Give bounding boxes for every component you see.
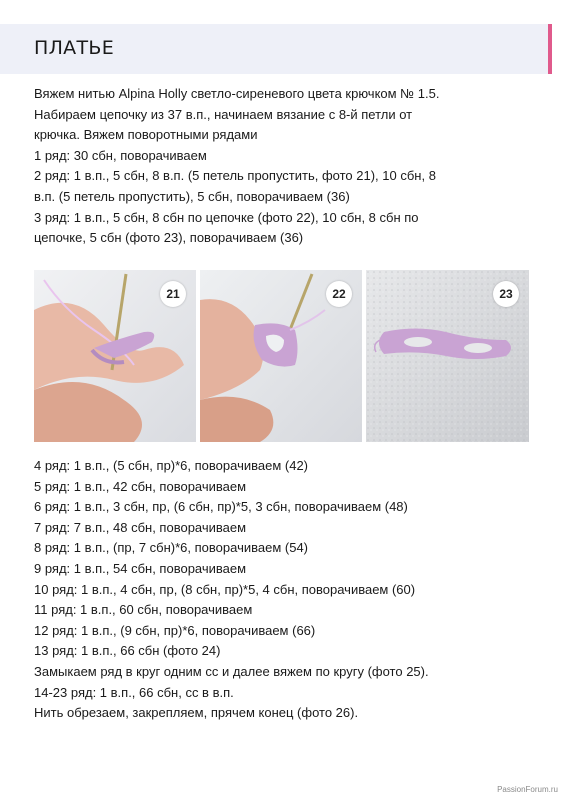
text-line: 11 ряд: 1 в.п., 60 сбн, поворачиваем bbox=[34, 602, 253, 618]
text-line: Нить обрезаем, закрепляем, прячем конец (фото 26). bbox=[34, 705, 359, 721]
photo-number-badge: 21 bbox=[160, 281, 186, 307]
text-line: 1 ряд: 30 сбн, поворачиваем bbox=[34, 147, 207, 163]
photo-22 bbox=[200, 270, 362, 442]
text-line: Набираем цепочку из 37 в.п., начинаем вязание с 8-й петли от bbox=[34, 106, 413, 122]
text-line: Вяжем нитью Alpina Holly светло-сиреневого цвета крючком № 1.5. bbox=[34, 86, 440, 101]
text-line: 5 ряд: 1 в.п., 42 сбн, поворачиваем bbox=[34, 478, 247, 494]
text-line: цепочке, 5 сбн (фото 23), поворачиваем (36) bbox=[34, 230, 304, 246]
text-line: 7 ряд: 7 в.п., 48 сбн, поворачиваем bbox=[34, 519, 247, 535]
text-line: 3 ряд: 1 в.п., 5 сбн, 8 сбн по цепочке (фото 22), 10 сбн, 8 сбн по bbox=[34, 209, 419, 225]
text-line: в.п. (5 петель пропустить), 5 сбн, поворачиваем (36) bbox=[34, 188, 350, 204]
text-line: 13 ряд: 1 в.п., 66 сбн (фото 24) bbox=[34, 643, 221, 659]
text-line: 9 ряд: 1 в.п., 54 сбн, поворачиваем bbox=[34, 560, 247, 576]
photo-strip bbox=[34, 270, 529, 442]
photo-number-badge: 23 bbox=[493, 281, 519, 307]
text-line: 2 ряд: 1 в.п., 5 сбн, 8 в.п. (5 петель пропустить, фото 21), 10 сбн, 8 bbox=[34, 168, 436, 184]
text-line: 4 ряд: 1 в.п., (5 сбн, пр)*6, поворачиваем (42) bbox=[34, 458, 308, 473]
text-line: крючка. Вяжем поворотными рядами bbox=[34, 127, 258, 143]
text-line: 8 ряд: 1 в.п., (пр, 7 сбн)*6, поворачиваем (54) bbox=[34, 540, 308, 556]
text-line: 6 ряд: 1 в.п., 3 сбн, пр, (6 сбн, пр)*5, 3 сбн, поворачиваем (48) bbox=[34, 499, 408, 515]
rows-text bbox=[34, 456, 554, 724]
photo-23 bbox=[366, 270, 529, 442]
page-title: ПЛАТЬЕ bbox=[34, 37, 115, 59]
text-line: 10 ряд: 1 в.п., 4 сбн, пр, (8 сбн, пр)*5, 4 сбн, поворачиваем (60) bbox=[34, 581, 416, 597]
text-line: 14-23 ряд: 1 в.п., 66 сбн, сс в в.п. bbox=[34, 684, 234, 700]
intro-text bbox=[34, 84, 554, 249]
text-line: 12 ряд: 1 в.п., (9 сбн, пр)*6, поворачиваем (66) bbox=[34, 622, 316, 638]
photo-21 bbox=[34, 270, 196, 442]
watermark: PassionForum.ru bbox=[497, 785, 558, 794]
text-line: Замыкаем ряд в круг одним сс и далее вяжем по кругу (фото 25). bbox=[34, 663, 429, 679]
photo-number-badge: 22 bbox=[326, 281, 352, 307]
